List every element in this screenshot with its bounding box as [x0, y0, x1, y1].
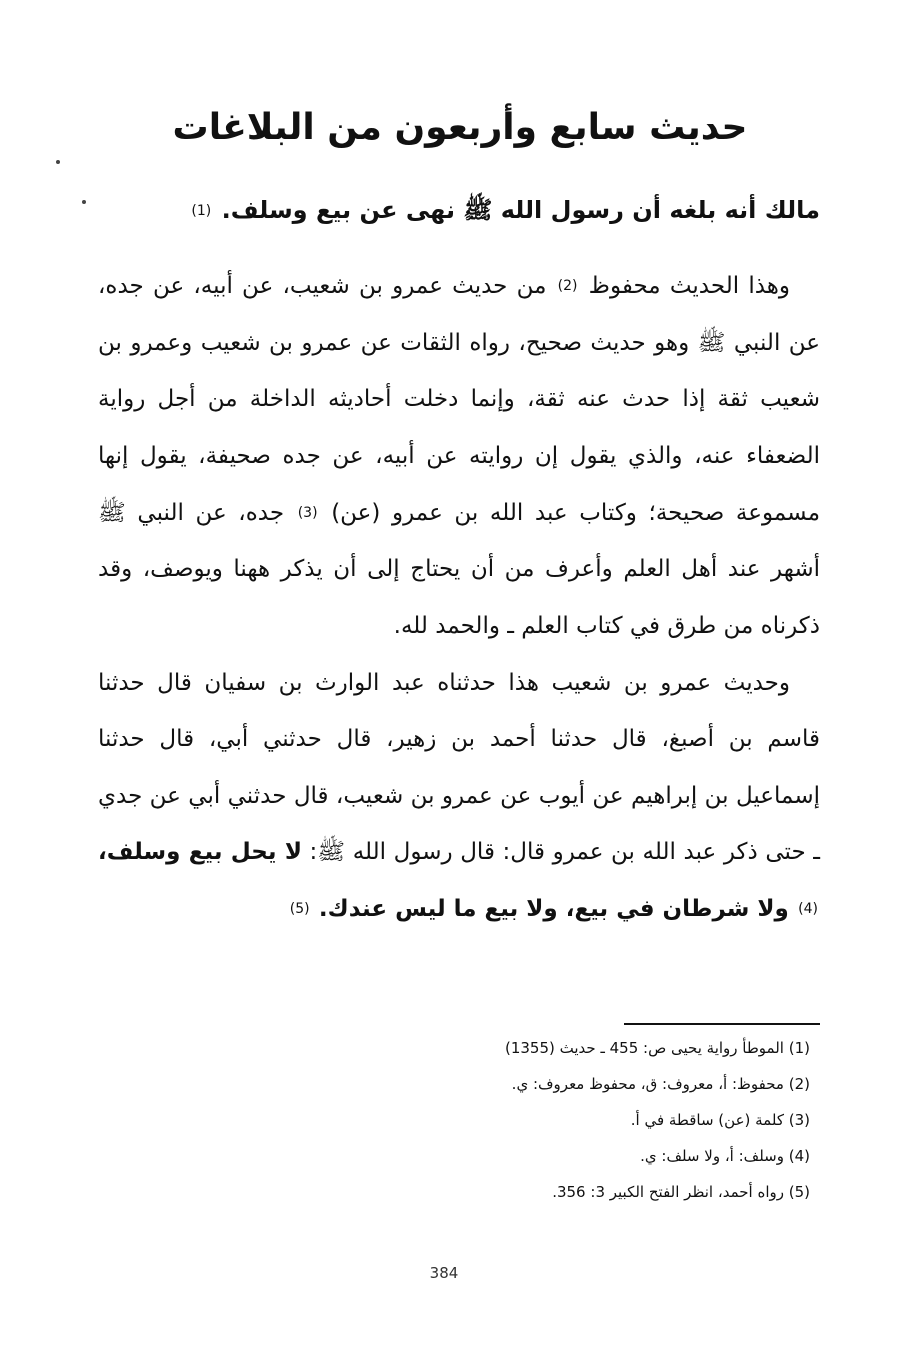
main-text: [98, 258, 820, 938]
footnote-4: (4) وسلف: أ، ولا سلف: ي.: [640, 1147, 810, 1165]
hadith-quote-part-1: لا يحل بيع وسلف،: [98, 839, 302, 866]
page-number: 384: [429, 1264, 459, 1282]
footnote-separator: [624, 1023, 820, 1025]
footnote-ref-3: (3): [297, 504, 318, 521]
footnote-3: (3) كلمة (عن) ساقطة في أ.: [630, 1111, 810, 1129]
footnote-5: (5) رواه أحمد، انظر الفتح الكبير 3: 356.: [552, 1183, 810, 1201]
footnotes-list: [350, 1030, 810, 1210]
scan-speck: [82, 200, 86, 204]
paragraph-1-segment-3: جده، عن النبي ﷺ أشهر عند أهل العلم وأعرف من أن يحتاج إلى أن يذكر ههنا ويوصف، وقد ذكرناه من طرق في كتاب العلم ـ والحمد لله.: [98, 499, 820, 639]
paragraph-1-segment-1: وهذا الحديث محفوظ: [588, 273, 791, 299]
hadith-quote-part-2: ولا شرطان في بيع، ولا بيع ما ليس عندك.: [318, 895, 789, 922]
hadith-text: [100, 186, 820, 235]
hadith-body: مالك أنه بلغه أن رسول الله ﷺ نهى عن بيع وسلف.: [221, 196, 820, 224]
footnote-ref-1: (1): [191, 203, 212, 219]
footnote-1: (1) الموطأ رواية يحيى ص: 455 ـ حديث (1355): [504, 1039, 810, 1057]
scan-speck: [56, 160, 60, 164]
footnote-2: (2) محفوظ: أ، معروف: ق، محفوظ معروف: ي.: [511, 1075, 810, 1093]
paragraph-1-segment-2: من حديث عمرو بن شعيب، عن أبيه، عن جده، عن النبي ﷺ وهو حديث صحيح، رواه الثقات عن عمرو بن شعيب وعمرو بن شعيب ثقة إذا حدث عنه ثقة، وإنما دخلت أحاديثه الداخلة من أجل رواية الضعفاء عنه، والذي يقول إن روايته عن أبيه، عن جده صحيفة، يقول إنها مسموعة صحيحة؛ وكتاب عبد الله بن عمرو (عن): [98, 273, 821, 526]
paragraph-isnad: [98, 655, 820, 938]
paragraph-commentary: [98, 258, 820, 655]
paragraph-2-segment-1: وحديث عمرو بن شعيب هذا حدثناه عبد الوارث بن سفيان قال حدثنا قاسم بن أصبغ، قال حدثنا أحمد بن زهير، قال حدثني أبي، قال حدثنا إسماعيل بن إبراهيم عن أيوب عن عمرو بن شعيب، قال حدثني أبي عن جدي ـ حتى ذكر عبد الله بن عمرو قال: قال رسول الله ﷺ:: [98, 669, 821, 866]
footnote-ref-4: (4): [798, 901, 818, 918]
page-title: حديث سابع وأربعون من البلاغات: [172, 107, 748, 148]
footnote-ref-2: (2): [557, 278, 578, 295]
footnote-ref-5: (5): [289, 901, 310, 918]
